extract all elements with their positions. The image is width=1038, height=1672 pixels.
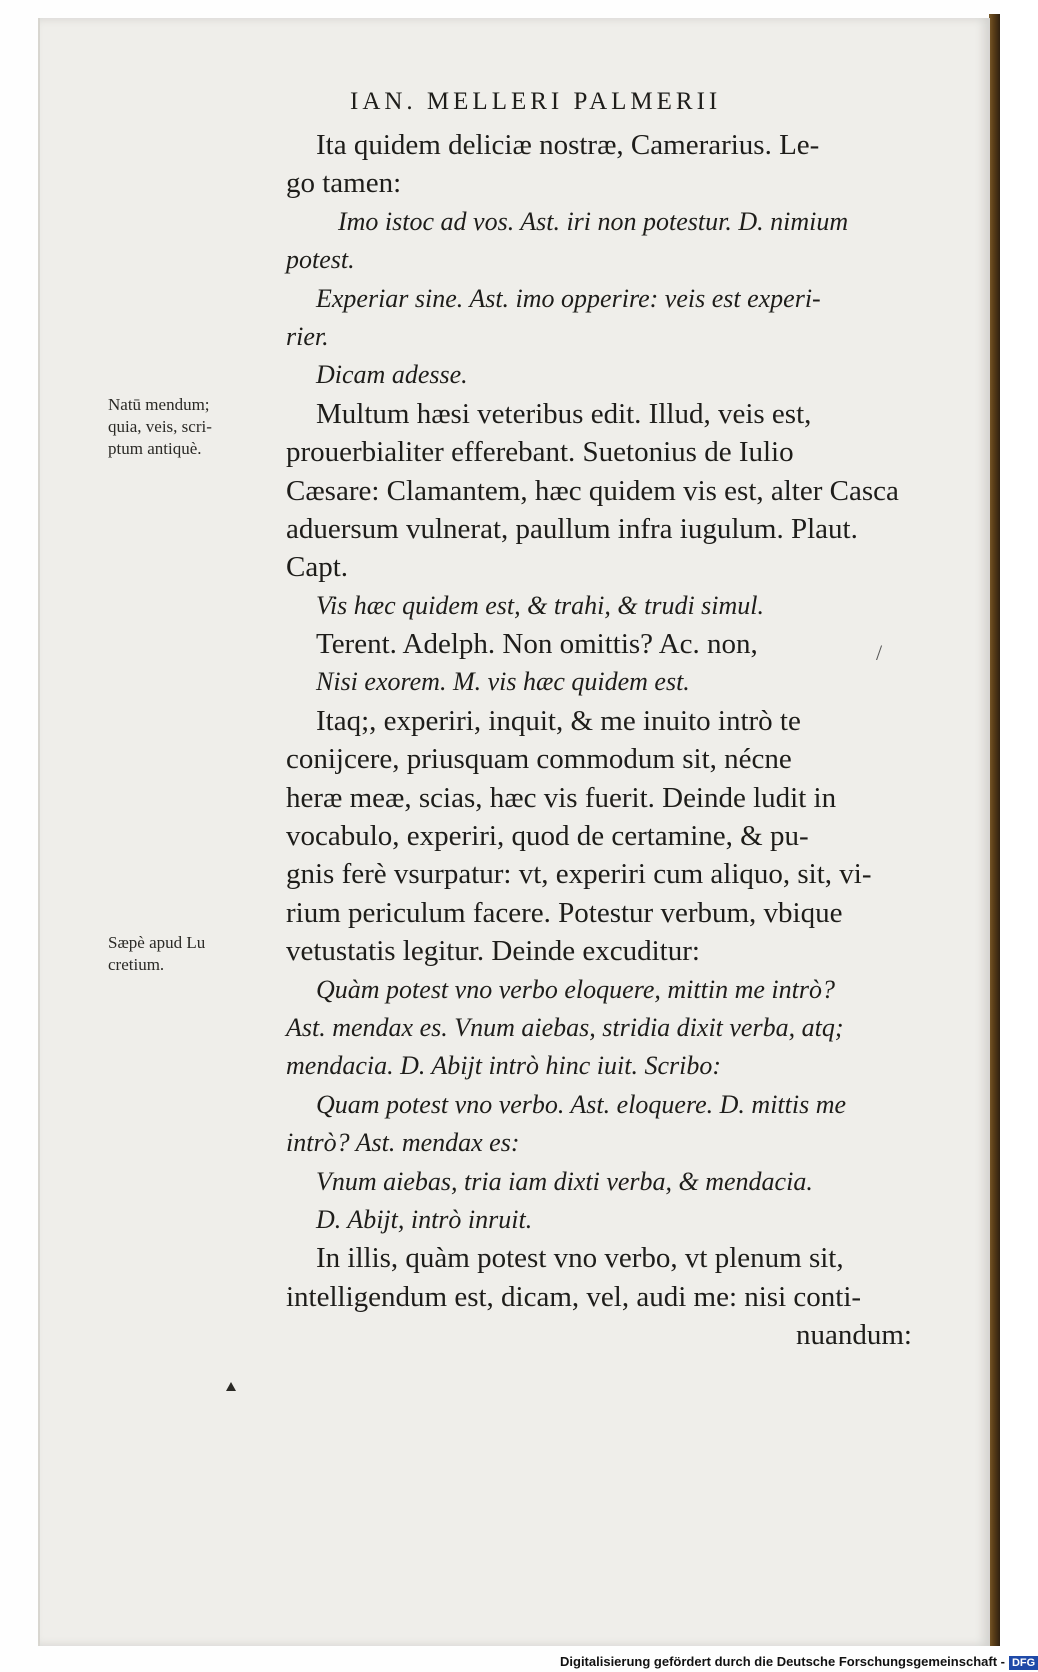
text-line: conijcere, priusquam commodum sit, nécne: [286, 743, 792, 776]
text-line: prouerbialiter efferebant. Suetonius de Iulio: [286, 436, 794, 469]
pen-mark-icon: /: [876, 640, 883, 665]
text-line: Itaq;, experiri, inquit, & me inuito intrò te: [316, 704, 801, 737]
credit-text: Digitalisierung gefördert durch die Deutsche Forschungsgemeinschaft -: [560, 1654, 1005, 1669]
margin-note-line: Sæpè apud Lu: [108, 933, 206, 952]
margin-note-line: ptum antiquè.: [108, 439, 202, 458]
text-line: vocabulo, experiri, quod de certamine, & pu-: [286, 820, 809, 853]
text-line: mendacia. D. Abijt intrò hinc iuit. Scribo:: [286, 1051, 721, 1081]
dfg-logo-icon: DFG: [1009, 1656, 1038, 1670]
margin-note-line: Natū mendum;: [108, 395, 210, 414]
text-line: go tamen:: [286, 167, 402, 200]
text-line: Experiar sine. Ast. imo opperire: veis est experi-: [316, 283, 821, 313]
text-line: Vis hæc quidem est, & trahi, & trudi simul.: [316, 590, 765, 620]
text-line: Quam potest vno verbo. Ast. eloquere. D. mittis me: [316, 1089, 847, 1119]
text-line: Dicam adesse.: [316, 360, 468, 390]
text-line: Capt.: [286, 551, 349, 584]
margin-note-line: cretium.: [108, 955, 165, 974]
text-line: Vnum aiebas, tria iam dixti verba, & mendacia.: [316, 1166, 813, 1196]
text-line: vetustatis legitur. Deinde excuditur:: [286, 935, 700, 968]
text-line: In illis, quàm potest vno verbo, vt plenum sit,: [316, 1242, 844, 1275]
text-line: Multum hæsi veteribus edit. Illud, veis est,: [316, 397, 812, 430]
text-line: intrò? Ast. mendax es:: [286, 1128, 520, 1158]
text-line: Ita quidem deliciæ nostræ, Camerarius. Le-: [316, 129, 820, 161]
digitization-credit: [560, 1652, 1036, 1672]
text-line: Imo istoc ad vos. Ast. iri non potestur. D. nimium: [338, 206, 849, 236]
text-line: aduersum vulnerat, paullum infra iugulum. Plaut.: [286, 512, 858, 545]
margin-note-1: [108, 394, 288, 460]
text-line: Ast. mendax es. Vnum aiebas, stridia dixit verba, atq;: [286, 1012, 844, 1042]
text-line: rier.: [286, 321, 329, 351]
text-line: nuandum:: [796, 1319, 912, 1352]
text-line: Quàm potest vno verbo eloquere, mittin me intrò?: [316, 974, 835, 1004]
text-line: heræ meæ, scias, hæc vis fuerit. Deinde ludit in: [286, 781, 837, 814]
text-line: Nisi exorem. M. vis hæc quidem est.: [316, 667, 690, 697]
text-line: potest.: [286, 245, 355, 275]
running-title: IAN. MELLERI PALMERII: [350, 88, 722, 115]
text-line: rium periculum facere. Potestur verbum, vbique: [286, 896, 843, 929]
text-line: gnis ferè vsurpatur: vt, experiri cum aliquo, sit, vi-: [286, 858, 872, 891]
text-line: Terent. Adelph. Non omittis? Ac. non,: [316, 628, 758, 661]
catchword-mark-icon: [226, 1382, 236, 1391]
margin-note-line: quia, veis, scri-: [108, 417, 212, 436]
text-line: Cæsare: Clamantem, hæc quidem vis est, alter Casca: [286, 474, 899, 507]
text-line: intelligendum est, dicam, vel, audi me: nisi conti-: [286, 1280, 862, 1313]
margin-note-2: [108, 932, 288, 976]
book-cover-edge: [989, 14, 1000, 1646]
main-text-block: [286, 126, 912, 1355]
text-line: D. Abijt, intrò inruit.: [316, 1204, 533, 1234]
